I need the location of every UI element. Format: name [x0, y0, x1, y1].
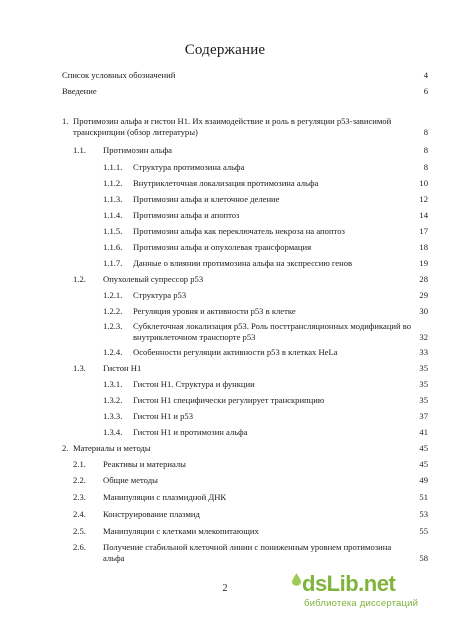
- toc-entry-text: Гистон H1 специфически регулирует транскрипцию: [133, 395, 325, 405]
- toc-entry-page: 45: [419, 443, 428, 453]
- toc-entry-page: 55: [419, 526, 428, 536]
- toc-entry-text: Протимозин альфа и гистон H1. Их взаимодействие и роль в регуляции p53-зависимой транскрипции (обзор литературы): [73, 116, 392, 137]
- toc-entry-text: Манипуляции с клетками млекопитающих: [103, 526, 259, 536]
- page-title: Содержание: [184, 42, 266, 58]
- toc-entry-page: 10: [419, 178, 428, 188]
- toc-entry-text: Гистон H1 и p53: [133, 411, 194, 421]
- toc-entry-text: Список условных обозначений: [62, 70, 176, 80]
- toc-entry-text: Манипуляции с плазмидной ДНК: [103, 492, 227, 502]
- toc-entry-page: 18: [419, 242, 428, 252]
- toc-entry-number: 2.5.: [73, 526, 86, 536]
- toc-entry-text: Внутриклеточная локализация протимозина альфа: [133, 178, 319, 188]
- toc-entry-page: 30: [419, 306, 428, 316]
- toc-entry-number: 1.1.4.: [103, 210, 123, 220]
- toc-entry-number: 1.2.2.: [103, 306, 123, 316]
- toc-entry-number: 1.1.2.: [103, 178, 123, 188]
- toc-entry-number: 1.1.1.: [103, 162, 123, 172]
- toc-entry-number: 1.2.4.: [103, 347, 123, 357]
- toc-entry-page: 8: [423, 127, 428, 137]
- toc-entry-text: Регуляция уровня и активности p53 в клетке: [133, 306, 296, 316]
- toc-entry-page: 14: [419, 210, 428, 220]
- toc-entry-page: 35: [419, 379, 428, 389]
- toc-entry-page: 17: [419, 226, 428, 236]
- toc-entry-text: Протимозин альфа и опухолевая трансформация: [133, 242, 312, 252]
- toc-entry-number: 1.2.3.: [103, 321, 123, 331]
- toc-entry-number: 2.: [62, 443, 69, 453]
- toc-entry-page: 41: [419, 427, 428, 437]
- toc-entry-number: 2.3.: [73, 492, 86, 502]
- toc-entry-number: 1.3.1.: [103, 379, 123, 389]
- watermark[interactable]: [302, 569, 444, 613]
- toc-entry-number: 1.3.: [73, 363, 86, 373]
- toc-entry-text: Реактивы и материалы: [103, 459, 186, 469]
- toc-entry-text: Протимозин альфа как переключатель некроза на апоптоз: [133, 226, 345, 236]
- page-number: 2: [222, 583, 228, 594]
- toc-entry-text: Общие методы: [103, 475, 158, 485]
- toc-entry-number: 1.1.6.: [103, 242, 123, 252]
- toc-entry-number: 1.3.2.: [103, 395, 123, 405]
- toc-entry-page: 49: [419, 475, 428, 485]
- toc-entry-text: Особенности регуляции активности p53 в клетках HeLa: [133, 347, 338, 357]
- toc-entry-text: Опухолевый супрессор p53: [103, 274, 204, 284]
- toc-entry-text: Протимозин альфа: [103, 145, 172, 155]
- toc-entry-number: 1.1.3.: [103, 194, 123, 204]
- toc-entry-page: 29: [419, 290, 428, 300]
- toc-entry-text: Данные о влиянии протимозина альфа на экспрессию генов: [133, 258, 353, 268]
- toc-entry-number: 1.2.1.: [103, 290, 123, 300]
- toc-entry-number: 1.1.5.: [103, 226, 123, 236]
- drop-icon: [292, 573, 301, 586]
- toc-entry-number: 2.4.: [73, 509, 86, 519]
- toc-entry-page: 51: [419, 492, 428, 502]
- toc-entry-number: 1.3.3.: [103, 411, 123, 421]
- toc-entry-text: Материалы и методы: [73, 443, 151, 453]
- toc-entry-page: 4: [423, 70, 428, 80]
- toc-entry-page: 33: [419, 347, 428, 357]
- toc-entry-text: Субклеточная локализация p53. Роль посттрансляционных модификаций во внутриклеточном транспорте p53: [133, 321, 412, 342]
- toc-entry-page: 35: [419, 363, 428, 373]
- toc-entry-number: 1.3.4.: [103, 427, 123, 437]
- toc-entry-page: 37: [419, 411, 428, 421]
- toc-entry-text: Гистон H1: [103, 363, 142, 373]
- toc-entry-page: 53: [419, 509, 428, 519]
- toc-entry-page: 28: [419, 274, 428, 284]
- toc-entry-text: Структура p53: [133, 290, 187, 300]
- watermark-subtitle: библиотека диссертаций: [304, 598, 419, 609]
- toc-entry-text: Протимозин альфа и клеточное деление: [133, 194, 280, 204]
- toc-entry-text: Гистон H1 и протимозин альфа: [133, 427, 248, 437]
- toc-entry-page: 12: [419, 194, 428, 204]
- toc-entry-number: 2.6.: [73, 542, 86, 552]
- toc-entry-number: 1.2.: [73, 274, 86, 284]
- toc-entry-page: 8: [423, 162, 428, 172]
- toc-entry-number: 2.2.: [73, 475, 86, 485]
- toc-entry-text: Получение стабильной клеточной линии с пониженным уровнем протимозина альфа: [103, 542, 392, 563]
- toc-entry-number: 1.1.: [73, 145, 86, 155]
- toc-entry-text: Протимозин альфа и апоптоз: [133, 210, 240, 220]
- toc-entry-page: 32: [419, 332, 428, 342]
- toc-entry-number: 1.: [62, 116, 69, 126]
- toc-entry-number: 1.1.7.: [103, 258, 123, 268]
- toc-entry-page: 35: [419, 395, 428, 405]
- toc-entry-page: 58: [419, 553, 428, 563]
- toc-entry-page: 6: [423, 86, 428, 96]
- toc-entry-page: 19: [419, 258, 428, 268]
- toc-entry-page: 8: [423, 145, 428, 155]
- toc-entry-text: Гистон H1. Структура и функции: [133, 379, 255, 389]
- toc-entry-text: Структура протимозина альфа: [133, 162, 245, 172]
- toc-entry-text: Конструирование плазмид: [103, 509, 200, 519]
- toc-entry-page: 45: [419, 459, 428, 469]
- toc-entry-number: 2.1.: [73, 459, 86, 469]
- watermark-logo: dsLib.net: [302, 571, 396, 596]
- toc-entry-text: Введение: [62, 86, 97, 96]
